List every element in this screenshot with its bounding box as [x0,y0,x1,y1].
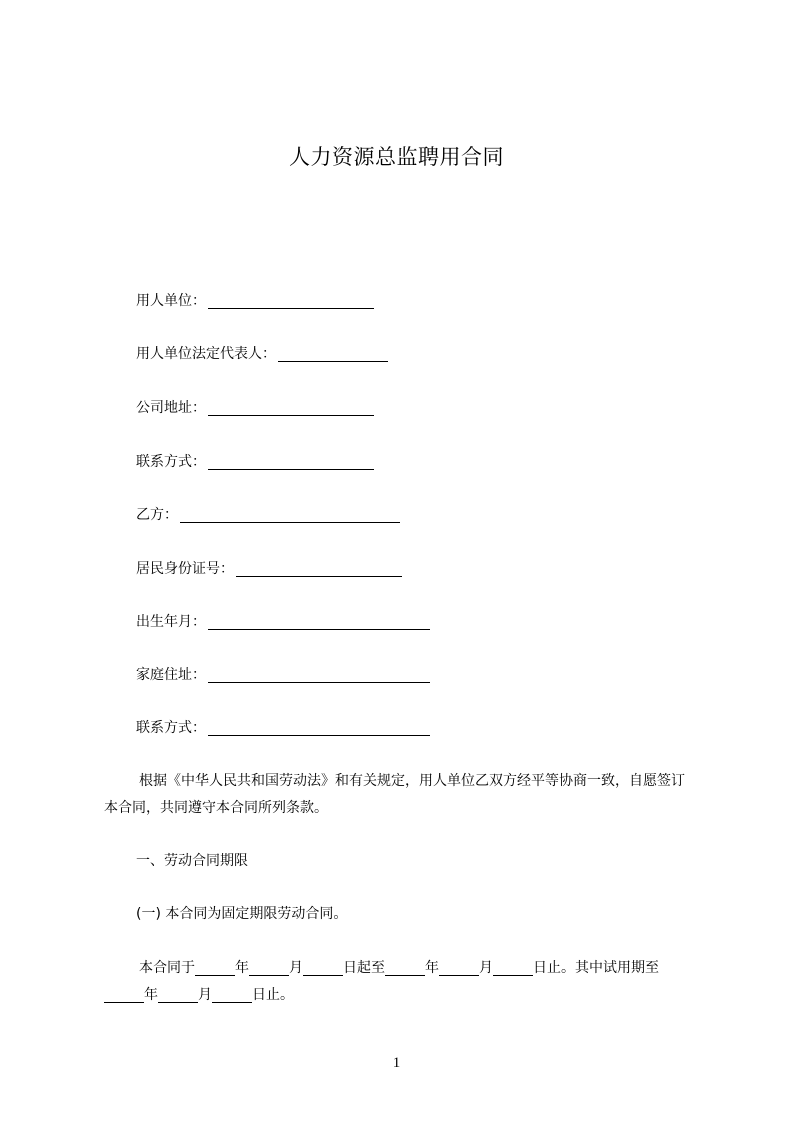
term-month-2: 月 [479,960,493,976]
start-month-blank [249,959,289,976]
term-year-1: 年 [235,960,249,976]
legal-rep-label: 用人单位法定代表人： [136,346,276,362]
term-day-end: 日止。 [252,987,294,1003]
legal-rep-blank [278,345,388,362]
term-month-3: 月 [198,987,212,1003]
employer-field [136,291,374,311]
id-number-field [136,559,402,579]
company-address-field [136,398,374,418]
probation-month-blank [158,986,198,1003]
employee-contact-field [136,718,430,738]
home-address-blank [208,666,430,683]
party-b-label: 乙方： [136,507,178,523]
term-day-from: 日起至 [343,960,385,976]
contract-term-paragraph [104,955,694,1009]
term-day-until: 日止。其中试用期至 [533,960,659,976]
employee-contact-blank [208,719,430,736]
employer-contact-blank [208,453,374,470]
end-day-blank [493,959,533,976]
document-title: 人力资源总监聘用合同 [289,145,504,169]
birth-date-label: 出生年月： [136,614,206,630]
start-day-blank [303,959,343,976]
term-month-1: 月 [289,960,303,976]
employer-contact-label: 联系方式： [136,454,206,470]
birth-date-field [136,612,430,632]
intro-paragraph: 根据《中华人民共和国劳动法》和有关规定，用人单位乙双方经平等协商一致，自愿签订本合同，共同遵守本合同所列条款。 [104,773,685,816]
page-number: 1 [392,1055,401,1071]
start-year-blank [195,959,235,976]
company-address-blank [208,399,374,416]
section-1-item-1: (一) 本合同为固定期限劳动合同。 [136,906,348,922]
party-b-field [136,505,400,525]
employer-contact-field [136,452,374,472]
birth-date-blank [208,613,430,630]
employer-label: 用人单位： [136,293,206,309]
end-month-blank [439,959,479,976]
probation-year-blank [104,986,144,1003]
id-number-blank [236,560,402,577]
id-number-label: 居民身份证号： [136,561,234,577]
employer-blank [208,292,374,309]
term-text-start: 本合同于 [139,960,195,976]
company-address-label: 公司地址： [136,400,206,416]
party-b-blank [180,506,400,523]
home-address-field [136,665,430,685]
employee-contact-label: 联系方式： [136,720,206,736]
end-year-blank [385,959,425,976]
home-address-label: 家庭住址： [136,667,206,683]
section-1-heading: 一、劳动合同期限 [136,853,248,869]
legal-rep-field [136,344,388,364]
term-year-2: 年 [425,960,439,976]
term-year-3: 年 [144,987,158,1003]
probation-day-blank [212,986,252,1003]
